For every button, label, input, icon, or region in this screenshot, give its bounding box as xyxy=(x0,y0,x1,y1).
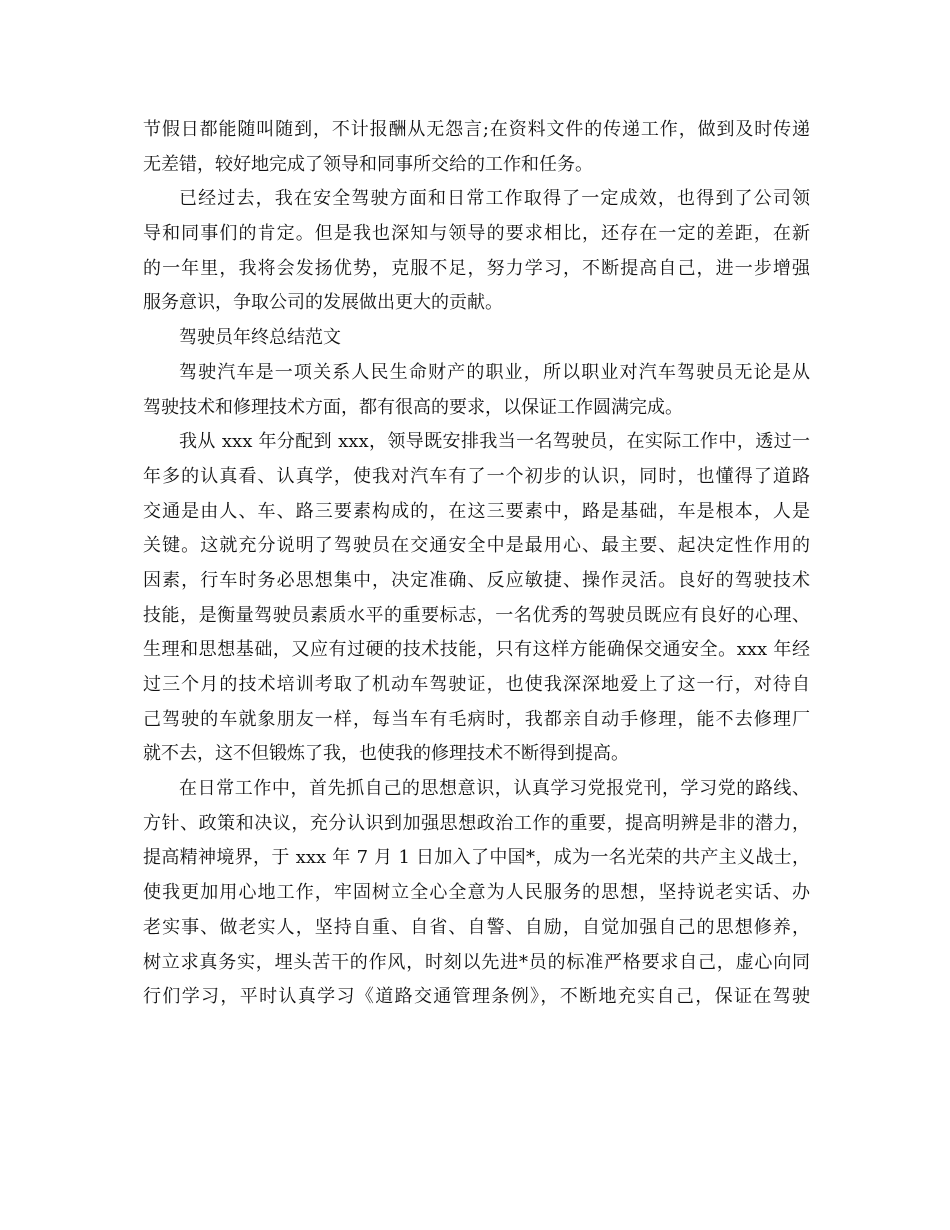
text-line: 关键。这就充分说明了驾驶员在交通安全中是最用心、最主要、起决定性作用的 xyxy=(143,535,810,557)
text-line: 年多的认真看、认真学，使我对汽车有了一个初步的认识，同时，也懂得了道路 xyxy=(143,465,810,487)
text-line: 老实事、做老实人，坚持自重、自省、自警、自励，自觉加强自己的思想修养， xyxy=(143,916,810,938)
document-body xyxy=(143,113,810,1015)
text-line: 生理和思想基础，又应有过硬的技术技能，只有这样方能确保交通安全。xxx 年经 xyxy=(143,639,810,661)
text-line: 交通是由人、车、路三要素构成的，在这三要素中，路是基础，车是根本，人是 xyxy=(143,500,810,522)
text-line: 我从 xxx 年分配到 xxx，领导既安排我当一名驾驶员，在实际工作中，透过一 xyxy=(179,431,810,453)
text-line: 已经过去，我在安全驾驶方面和日常工作取得了一定成效，也得到了公司领 xyxy=(179,188,810,210)
text-line: 提高精神境界，于 xxx 年 7 月 1 日加入了中国*，成为一名光荣的共产主义战士， xyxy=(143,847,810,869)
text-line: 因素，行车时务必思想集中，决定准确、反应敏捷、操作灵活。良好的驾驶技术 xyxy=(143,569,810,591)
text-line: 服务意识，争取公司的发展做出更大的贡献。 xyxy=(143,292,503,314)
text-line: 方针、政策和决议，充分认识到加强思想政治工作的重要，提高明辨是非的潜力， xyxy=(143,812,810,834)
text-line: 无差错，较好地完成了领导和同事所交给的工作和任务。 xyxy=(143,153,593,175)
text-line: 在日常工作中，首先抓自己的思想意识，认真学习党报党刊，学习党的路线、 xyxy=(179,778,810,800)
text-line: 树立求真务实，埋头苦干的作风，时刻以先进*员的标准严格要求自己，虚心向同 xyxy=(143,951,810,973)
text-line: 驾驶技术和修理技术方面，都有很高的要求，以保证工作圆满完成。 xyxy=(143,396,683,418)
text-line: 驾驶员年终总结范文 xyxy=(179,327,341,349)
text-line: 就不去，这不但锻炼了我，也使我的修理技术不断得到提高。 xyxy=(143,743,629,765)
text-line: 的一年里，我将会发扬优势，克服不足，努力学习，不断提高自己，进一步增强 xyxy=(143,257,810,279)
text-line: 节假日都能随叫随到，不计报酬从无怨言;在资料文件的传递工作，做到及时传递 xyxy=(143,119,810,140)
text-line: 过三个月的技术培训考取了机动车驾驶证，也使我深深地爱上了这一行，对待自 xyxy=(143,674,810,695)
text-line: 使我更加用心地工作，牢固树立全心全意为人民服务的思想，坚持说老实话、办 xyxy=(143,882,810,904)
text-line: 行们学习，平时认真学习《道路交通管理条例》，不断地充实自己，保证在驾驶 xyxy=(143,986,810,1008)
text-line: 技能，是衡量驾驶员素质水平的重要标志，一名优秀的驾驶员既应有良好的心理、 xyxy=(143,604,810,626)
text-line: 导和同事们的肯定。但是我也深知与领导的要求相比，还存在一定的差距，在新 xyxy=(143,223,810,245)
text-line: 己驾驶的车就象朋友一样，每当车有毛病时，我都亲自动手修理，能不去修理厂 xyxy=(143,708,810,730)
text-line: 驾驶汽车是一项关系人民生命财产的职业，所以职业对汽车驾驶员无论是从 xyxy=(179,361,810,383)
